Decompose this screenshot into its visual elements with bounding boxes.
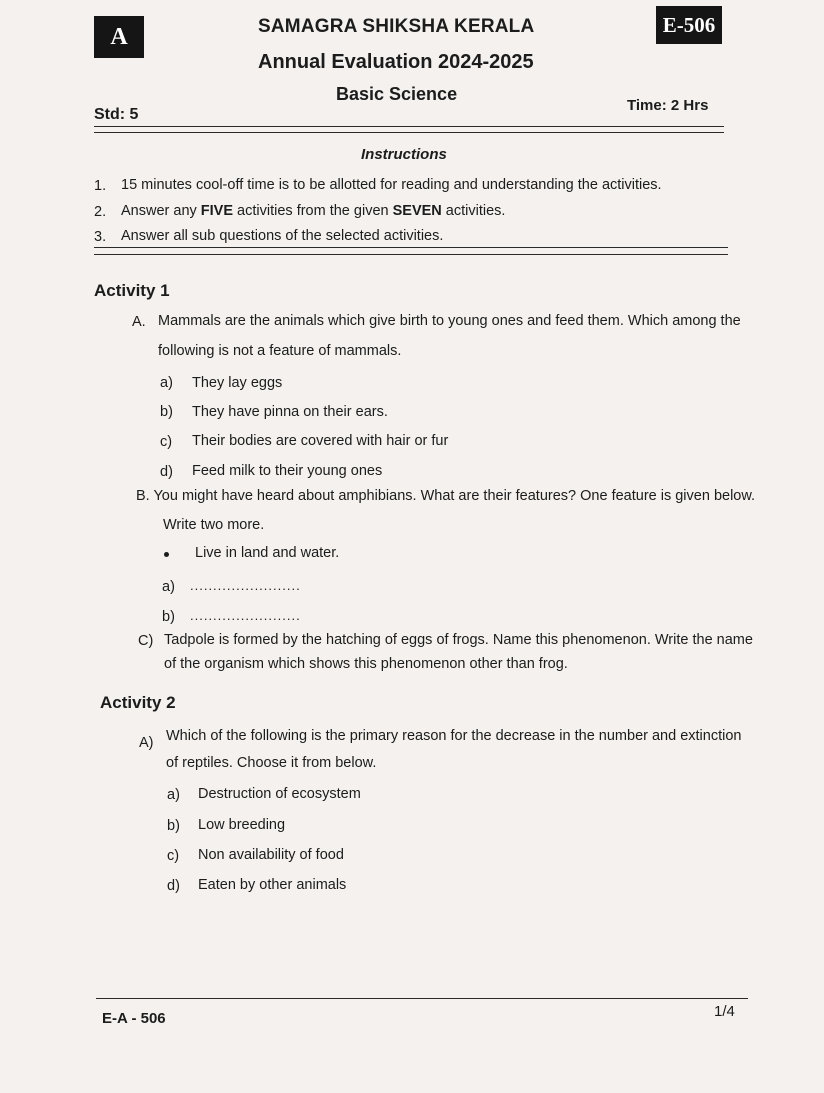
bullet-icon (164, 552, 169, 557)
option-label: a) (160, 375, 173, 391)
standard-label: Std: 5 (94, 106, 139, 123)
question-text: of the organism which shows this phenomenon other than frog. (164, 656, 568, 672)
paper-code-badge: E-506 (656, 6, 722, 44)
option-label: b) (167, 818, 180, 834)
page-number: 1/4 (714, 1003, 735, 1020)
instructions-divider-bottom (94, 254, 728, 255)
subject-title: Basic Science (336, 84, 458, 104)
option-label: d) (160, 464, 173, 480)
instruction-number: 1. (94, 178, 107, 194)
answer-blank: ........................ (190, 578, 301, 593)
header-divider-top (94, 126, 724, 127)
option-text: Their bodies are covered with hair or fur (192, 433, 449, 449)
question-text: Mammals are the animals which give birth to young ones and feed them. Which among the (158, 313, 741, 329)
footer-divider (96, 998, 748, 999)
option-label: c) (160, 434, 173, 450)
instruction-emphasis: SEVEN (392, 203, 442, 219)
option-text: Feed milk to their young ones (192, 463, 383, 479)
organisation-title: SAMAGRA SHIKSHA KERALA (258, 16, 535, 37)
exam-title: Annual Evaluation 2024-2025 (258, 51, 534, 73)
question-text: Tadpole is formed by the hatching of eggs of frogs. Name this phenomenon. Write the name (164, 632, 753, 648)
activity-1-title: Activity 1 (94, 281, 170, 300)
instruction-emphasis: FIVE (200, 203, 234, 219)
option-label: c) (167, 848, 180, 864)
instructions-title: Instructions (361, 146, 447, 163)
set-label-badge: A (94, 16, 144, 58)
instruction-number: 3. (94, 229, 107, 245)
question-text: of reptiles. Choose it from below. (166, 755, 377, 771)
question-text: Write two more. (163, 517, 265, 533)
given-feature-text: Live in land and water. (195, 545, 340, 561)
option-text: Non availability of food (198, 847, 344, 863)
activity-2-title: Activity 2 (100, 693, 176, 712)
option-label: d) (167, 878, 180, 894)
option-text: Destruction of ecosystem (198, 786, 361, 802)
instruction-text: Answer all sub questions of the selected activities. (121, 228, 444, 244)
question-text: following is not a feature of mammals. (158, 343, 402, 359)
answer-blank: ........................ (190, 608, 301, 623)
footer-paper-code: E-A - 506 (102, 1010, 166, 1027)
instruction-number: 2. (94, 204, 107, 220)
option-text: Eaten by other animals (198, 877, 347, 893)
question-text: B. You might have heard about amphibians. What are their features? One feature is given below. (136, 488, 756, 504)
instructions-divider-top (94, 247, 728, 248)
blank-label: b) (162, 609, 175, 625)
option-label: a) (167, 787, 180, 803)
question-label: A. (132, 314, 146, 330)
question-label: C) (138, 633, 154, 649)
option-label: b) (160, 404, 173, 420)
time-label: Time: 2 Hrs (627, 97, 709, 114)
header-divider-bottom (94, 132, 724, 133)
instruction-text: Answer any FIVE activities from the given SEVEN activities. (121, 203, 506, 219)
instruction-text: 15 minutes cool-off time is to be allotted for reading and understanding the activities. (121, 177, 662, 193)
option-text: Low breeding (198, 817, 286, 833)
option-text: They have pinna on their ears. (192, 404, 388, 420)
blank-label: a) (162, 579, 175, 595)
question-label: A) (139, 735, 154, 751)
question-text: Which of the following is the primary reason for the decrease in the number and extinction (166, 728, 742, 744)
option-text: They lay eggs (192, 375, 283, 391)
